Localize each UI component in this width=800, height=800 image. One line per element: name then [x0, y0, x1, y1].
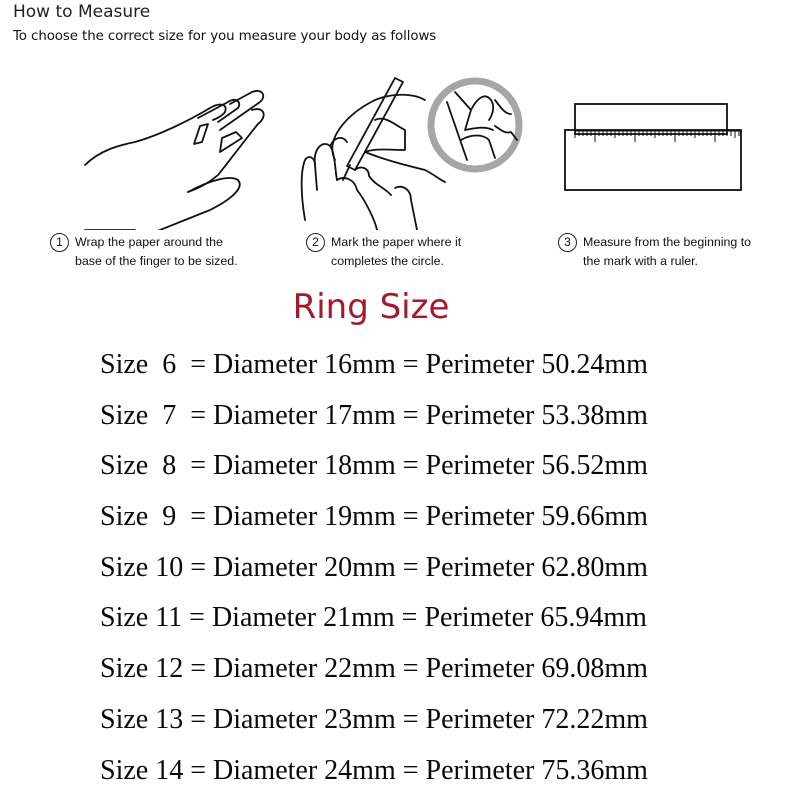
- step-number-badge: 3: [558, 233, 577, 252]
- size-row: Size 12 = Diameter 22mm = Perimeter 69.08mm: [100, 653, 648, 685]
- step-text-line2: the mark with a ruler.: [583, 254, 699, 268]
- step-text-line1: Measure from the beginning to: [583, 235, 752, 249]
- size-row: Size 13 = Diameter 23mm = Perimeter 72.22mm: [100, 703, 648, 735]
- ring-size-heading: Ring Size: [292, 287, 450, 327]
- page-subtitle: To choose the correct size for you measure your body as follows: [13, 29, 437, 44]
- step-3-instruction: [558, 233, 751, 271]
- hand-wrap-paper-icon: [80, 80, 265, 230]
- step-1-instruction: [50, 233, 238, 271]
- size-row: Size 11 = Diameter 21mm = Perimeter 65.94mm: [100, 602, 647, 634]
- size-row: Size 10 = Diameter 20mm = Perimeter 62.80mm: [100, 551, 648, 583]
- page-title: How to Measure: [13, 2, 151, 22]
- ring-size-table: [100, 344, 648, 800]
- step-text-line1: Wrap the paper around the: [75, 235, 223, 249]
- hand-mark-pen-icon: [295, 70, 530, 230]
- step-number-badge: 2: [306, 233, 325, 252]
- step-text-line1: Mark the paper where it: [331, 235, 462, 249]
- size-row: Size 14 = Diameter 24mm = Perimeter 75.36mm: [100, 754, 648, 786]
- size-row: Size 6 = Diameter 16mm = Perimeter 50.24mm: [100, 349, 648, 380]
- size-row: Size 9 = Diameter 19mm = Perimeter 59.66mm: [100, 501, 648, 533]
- step-text-line2: completes the circle.: [331, 254, 444, 268]
- size-row: Size 7 = Diameter 17mm = Perimeter 53.38mm: [100, 399, 648, 431]
- step-number-badge: 1: [50, 233, 69, 252]
- ruler-icon: [560, 100, 750, 200]
- size-row: Size 8 = Diameter 18mm = Perimeter 56.52mm: [100, 450, 648, 482]
- step-text-line2: base of the finger to be sized.: [75, 254, 238, 268]
- step-2-instruction: [306, 233, 461, 271]
